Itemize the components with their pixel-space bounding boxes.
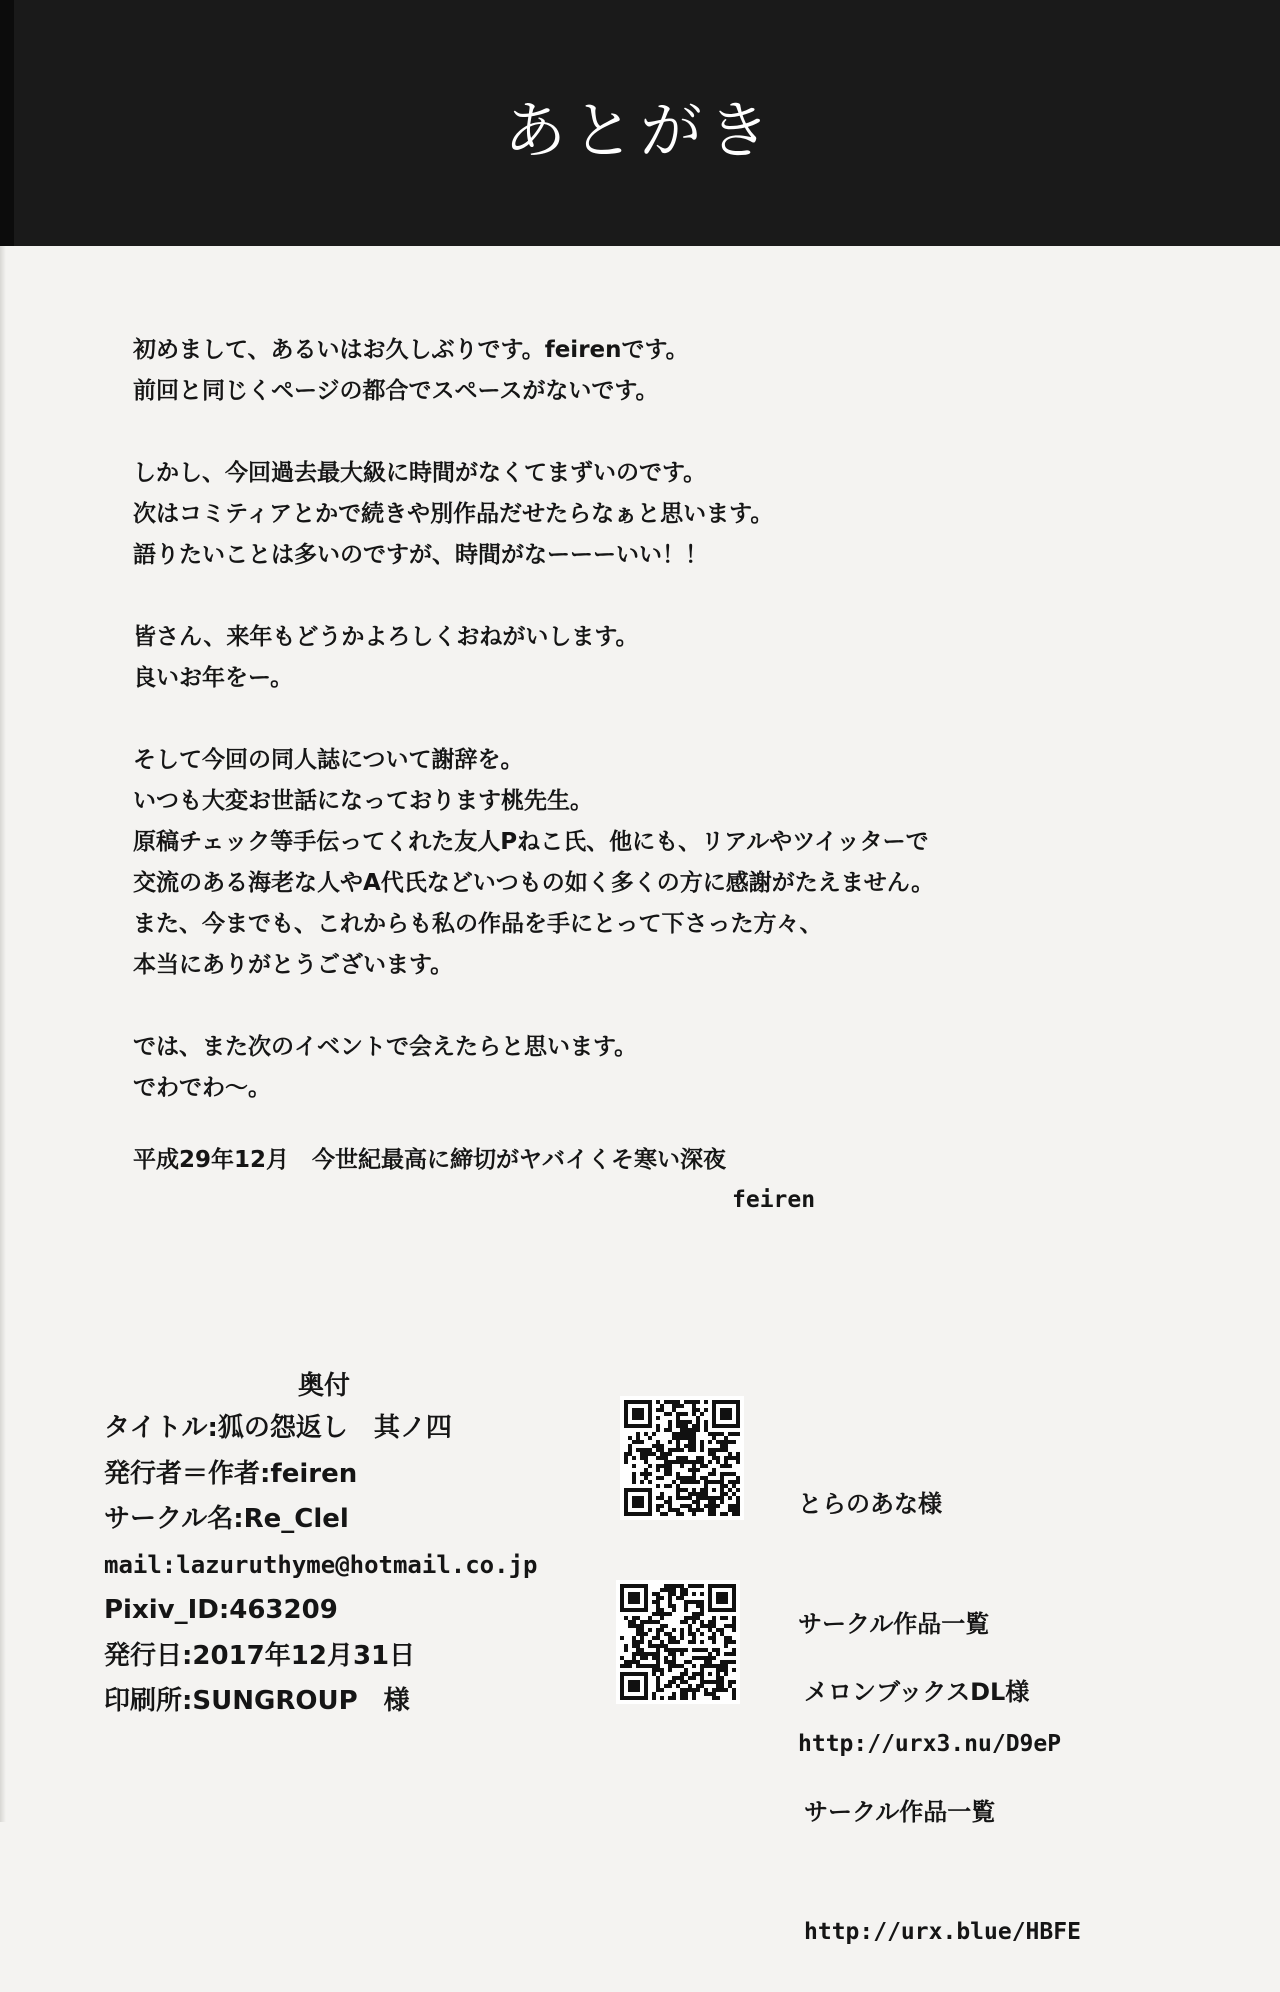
body-line: 原稿チェック等手伝ってくれた友人Pねこ氏、他にも、リアルやツイッターで <box>133 829 929 855</box>
body-line: では、また次のイベントで会えたらと思います。 <box>133 1034 638 1060</box>
colophon-mail: mail:lazuruthyme@hotmail.co.jp <box>104 1550 538 1579</box>
body-line: 皆さん、来年もどうかよろしくおねがいします。 <box>133 624 639 650</box>
shop-label: サークル作品一覧 <box>804 1798 996 1826</box>
qr-code-graphic <box>620 1396 744 1520</box>
page-shadow <box>0 246 6 1822</box>
body-line: 初めまして、あるいはお久しぶりです。feirenです。 <box>133 337 689 363</box>
shop-url-link[interactable]: http://urx3.nu/D9eP <box>798 1731 1062 1757</box>
colophon <box>104 1366 624 1725</box>
qr-code-graphic <box>616 1580 740 1704</box>
colophon-publisher: 発行者＝作者:feiren <box>104 1458 358 1489</box>
paragraph-gap <box>133 576 1133 617</box>
date-line: 平成29年12月 今世紀最高に締切がヤバイくそ寒い深夜 <box>133 1147 727 1173</box>
shop-name: とらのあな様 <box>798 1490 942 1518</box>
shop-name: メロンブックスDL様 <box>804 1678 1030 1706</box>
body-line: 良いお年をー。 <box>133 665 294 691</box>
colophon-issue-date: 発行日:2017年12月31日 <box>104 1640 416 1671</box>
colophon-title: タイトル:狐の怨返し 其ノ四 <box>104 1413 452 1443</box>
body-line: そして今回の同人誌について謝辞を。 <box>133 747 524 773</box>
body-line: また、今までも、これからも私の作品を手にとって下さった方々、 <box>133 911 823 937</box>
body-line: いつも大変お世話になっております桃先生。 <box>133 788 593 814</box>
body-line: しかし、今回過去最大級に時間がなくてまずいのです。 <box>133 460 707 486</box>
paragraph-gap <box>133 699 1133 740</box>
body-line: 次はコミティアとかで続きや別作品だせたらなぁと思います。 <box>133 501 774 527</box>
shop-label: サークル作品一覧 <box>798 1610 990 1638</box>
body-line: 語りたいことは多いのですが、時間がなーーーいい！！ <box>133 542 708 568</box>
title-banner <box>0 0 1280 246</box>
signature: feiren <box>732 1187 816 1213</box>
body-line: でわでわ～。 <box>133 1075 271 1101</box>
colophon-printer: 印刷所:SUNGROUP 様 <box>104 1686 410 1716</box>
colophon-heading: 奥付 <box>298 1371 351 1401</box>
qr-code-icon[interactable] <box>616 1580 740 1704</box>
colophon-pixiv: Pixiv_ID:463209 <box>104 1595 338 1625</box>
qr-caption-melon <box>804 1592 1081 1992</box>
qr-code-icon[interactable] <box>620 1396 744 1520</box>
shop-url-link[interactable]: http://urx.blue/HBFE <box>804 1919 1081 1945</box>
body-line: 本当にありがとうございます。 <box>133 952 454 978</box>
afterword-body <box>133 330 1133 1109</box>
colophon-circle: サークル名:Re_Clel <box>104 1504 349 1534</box>
body-line: 前回と同じくページの都合でスペースがないです。 <box>133 378 659 404</box>
paragraph-gap <box>133 986 1133 1027</box>
paragraph-gap <box>133 412 1133 453</box>
page-title: あとがき <box>503 94 776 167</box>
body-line: 交流のある海老な人やA代氏などいつもの如く多くの方に感謝がたえません。 <box>133 870 935 896</box>
